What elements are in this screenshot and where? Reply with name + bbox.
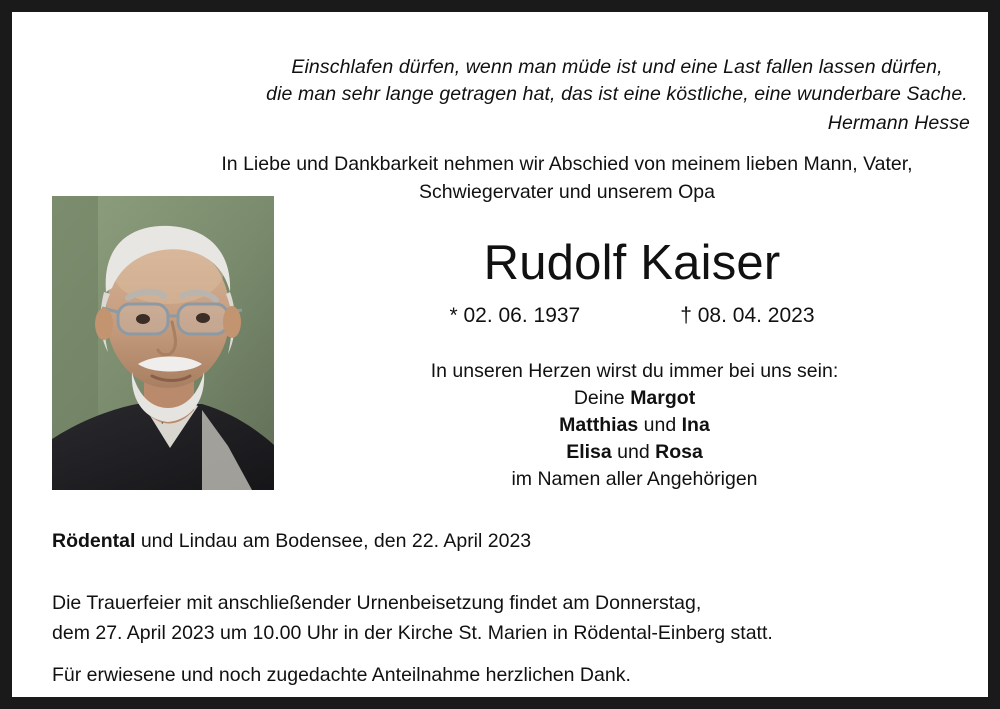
life-dates	[302, 304, 962, 328]
death-date: † 08. 04. 2023	[680, 304, 815, 327]
survivors-line-1	[302, 385, 967, 412]
place-rest: und Lindau am Bodensee, den 22. April 2023	[135, 530, 532, 552]
survivors-line-3-conj: und	[611, 441, 656, 463]
service-line-2: dem 27. April 2023 um 10.00 Uhr in der Kirche St. Marien in Rödental-Einberg statt.	[52, 622, 773, 644]
place-city: Rödental	[52, 530, 136, 552]
survivors-line-3	[302, 439, 967, 466]
portrait-photo	[52, 196, 274, 490]
survivors-line-2-conj: und	[638, 414, 682, 436]
service-details	[52, 588, 952, 690]
survivors-name-rosa: Rosa	[655, 441, 703, 463]
quote-line-2: die man sehr lange getragen hat, das ist eine köstliche, eine wunderbare Sache.	[266, 83, 968, 105]
quote-block	[262, 54, 972, 137]
survivors-name-elisa: Elisa	[566, 441, 612, 463]
survivors-block	[302, 358, 967, 493]
service-line-1: Die Trauerfeier mit anschließender Urnenbeisetzung findet am Donnerstag,	[52, 592, 702, 614]
birth-date: * 02. 06. 1937	[449, 304, 581, 327]
intro-line-2: Schwiegervater und unserem Opa	[419, 181, 715, 203]
deceased-name: Rudolf Kaiser	[483, 236, 781, 290]
survivors-line-4: im Namen aller Angehörigen	[511, 468, 758, 490]
survivors-heading: In unseren Herzen wirst du immer bei uns sein:	[430, 360, 839, 382]
service-line-3: Für erwiesene und noch zugedachte Anteilnahme herzlichen Dank.	[52, 664, 631, 686]
survivors-name-ina: Ina	[681, 414, 710, 436]
quote-author: Hermann Hesse	[827, 112, 970, 134]
intro-line-1: In Liebe und Dankbarkeit nehmen wir Abschied von meinem lieben Mann, Vater,	[221, 153, 913, 175]
quote-line-1: Einschlafen dürfen, wenn man müde ist und eine Last fallen lassen dürfen,	[291, 56, 943, 78]
place-and-date	[52, 530, 531, 553]
portrait-photo-image	[52, 196, 274, 490]
survivors-line-1-prefix: Deine	[573, 387, 631, 409]
obituary-card	[12, 12, 988, 697]
survivors-line-2	[302, 412, 967, 439]
survivors-name-margot: Margot	[630, 387, 696, 409]
intro-block	[162, 150, 972, 206]
survivors-name-matthias: Matthias	[559, 414, 639, 436]
